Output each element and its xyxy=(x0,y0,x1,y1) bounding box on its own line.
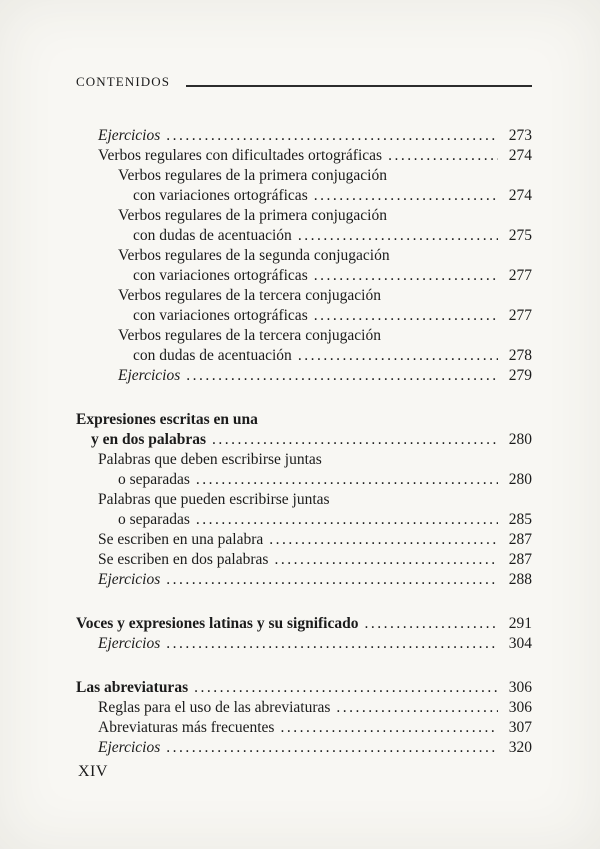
entry-page-number: 307 xyxy=(508,719,532,736)
entry-title: Ejercicios xyxy=(98,127,161,144)
toc-line xyxy=(118,206,532,226)
entry-title: o separadas xyxy=(118,511,190,528)
dot-leader xyxy=(314,186,498,206)
toc-entry xyxy=(118,246,532,286)
entry-title: Voces y expresiones latinas y su significado xyxy=(76,615,359,632)
dot-leader xyxy=(166,126,498,146)
toc-line xyxy=(98,490,532,510)
entry-page-number: 280 xyxy=(508,431,532,448)
entry-title: Ejercicios xyxy=(98,739,161,756)
toc-line xyxy=(118,346,532,366)
toc-line xyxy=(98,718,532,738)
entry-page-number: 285 xyxy=(508,511,532,528)
toc-entry xyxy=(98,450,532,490)
dot-leader xyxy=(166,570,498,590)
entry-page-number: 287 xyxy=(508,531,532,548)
entry-page-number: 306 xyxy=(508,679,532,696)
toc-entry xyxy=(98,126,532,146)
entry-title: Verbos regulares de la primera conjugación xyxy=(118,207,387,224)
toc-line xyxy=(76,430,532,450)
dot-leader xyxy=(212,430,498,450)
toc-entry xyxy=(76,678,532,698)
entry-page-number: 274 xyxy=(508,187,532,204)
entry-title: con dudas de acentuación xyxy=(133,227,292,244)
toc-entry xyxy=(98,634,532,654)
toc-entry xyxy=(98,698,532,718)
page-footer xyxy=(78,763,108,781)
entry-title: con dudas de acentuación xyxy=(133,347,292,364)
folio-page-number: XIV xyxy=(78,763,108,780)
entry-page-number: 279 xyxy=(508,367,532,384)
toc-line xyxy=(76,678,532,698)
entry-title: Verbos regulares con dificultades ortográficas xyxy=(98,147,383,164)
toc-line xyxy=(98,510,532,530)
entry-title: Ejercicios xyxy=(118,367,181,384)
entry-page-number: 275 xyxy=(508,227,532,244)
entry-title: Expresiones escritas en una xyxy=(76,411,258,428)
toc-entry xyxy=(76,410,532,450)
dot-leader xyxy=(196,510,498,530)
toc-line xyxy=(98,634,532,654)
entry-page-number: 287 xyxy=(508,551,532,568)
toc-line xyxy=(118,226,532,246)
dot-leader xyxy=(298,226,498,246)
entry-title: Ejercicios xyxy=(98,635,161,652)
toc-line xyxy=(118,326,532,346)
toc-block xyxy=(76,410,532,590)
toc-entry xyxy=(118,366,532,386)
entry-title: Palabras que deben escribirse juntas xyxy=(98,451,322,468)
dot-leader xyxy=(364,614,498,634)
entry-page-number: 291 xyxy=(508,615,532,632)
toc-entry xyxy=(98,738,532,758)
entry-title: Se escriben en dos palabras xyxy=(98,551,269,568)
toc-line xyxy=(98,126,532,146)
toc-line xyxy=(118,166,532,186)
dot-leader xyxy=(269,530,498,550)
toc-line xyxy=(98,530,532,550)
entry-title: con variaciones ortográficas xyxy=(133,267,308,284)
entry-page-number: 304 xyxy=(508,635,532,652)
dot-leader xyxy=(388,146,498,166)
toc-line xyxy=(98,738,532,758)
toc-block xyxy=(76,614,532,654)
entry-title: con variaciones ortográficas xyxy=(133,187,308,204)
entry-page-number: 288 xyxy=(508,571,532,588)
toc-line xyxy=(98,450,532,470)
dot-leader xyxy=(314,306,498,326)
dot-leader xyxy=(166,738,498,758)
entry-page-number: 277 xyxy=(508,267,532,284)
entry-title: Se escriben en una palabra xyxy=(98,531,264,548)
entry-page-number: 273 xyxy=(508,127,532,144)
entry-title: Reglas para el uso de las abreviaturas xyxy=(98,699,331,716)
running-head-title: CONTENIDOS xyxy=(76,74,171,89)
toc-entry xyxy=(98,490,532,530)
dot-leader xyxy=(280,718,498,738)
entry-title: o separadas xyxy=(118,471,190,488)
toc-entry xyxy=(76,614,532,634)
entry-title: Ejercicios xyxy=(98,571,161,588)
entry-title: y en dos palabras xyxy=(91,431,206,448)
entry-page-number: 280 xyxy=(508,471,532,488)
toc-block xyxy=(76,126,532,386)
toc-entry xyxy=(98,146,532,166)
toc-entry xyxy=(118,206,532,246)
entry-title: Palabras que pueden escribirse juntas xyxy=(98,491,330,508)
entry-title: Verbos regulares de la primera conjugación xyxy=(118,167,387,184)
entry-title: Las abreviaturas xyxy=(76,679,189,696)
header-rule xyxy=(186,85,532,87)
entry-title: Verbos regulares de la segunda conjugación xyxy=(118,247,390,264)
table-of-contents xyxy=(76,126,532,758)
toc-line xyxy=(118,246,532,266)
page-header xyxy=(76,74,532,90)
dot-leader xyxy=(274,550,498,570)
dot-leader xyxy=(314,266,498,286)
toc-line xyxy=(118,266,532,286)
entry-title: Verbos regulares de la tercera conjugación xyxy=(118,327,381,344)
toc-line xyxy=(118,186,532,206)
toc-entry xyxy=(118,166,532,206)
toc-line xyxy=(118,286,532,306)
dot-leader xyxy=(298,346,498,366)
toc-entry xyxy=(98,530,532,550)
toc-block xyxy=(76,678,532,758)
entry-page-number: 277 xyxy=(508,307,532,324)
toc-line xyxy=(98,550,532,570)
toc-line xyxy=(98,146,532,166)
toc-entry xyxy=(118,286,532,326)
entry-page-number: 306 xyxy=(508,699,532,716)
toc-entry xyxy=(98,570,532,590)
entry-title: Abreviaturas más frecuentes xyxy=(98,719,275,736)
dot-leader xyxy=(336,698,498,718)
dot-leader xyxy=(166,634,498,654)
toc-entry xyxy=(118,326,532,366)
entry-page-number: 320 xyxy=(508,739,532,756)
dot-leader xyxy=(196,470,498,490)
toc-line xyxy=(98,698,532,718)
toc-line xyxy=(118,366,532,386)
toc-line xyxy=(98,570,532,590)
dot-leader xyxy=(194,678,498,698)
toc-entry xyxy=(98,718,532,738)
entry-page-number: 274 xyxy=(508,147,532,164)
toc-line xyxy=(76,410,532,430)
toc-line xyxy=(98,470,532,490)
toc-line xyxy=(76,614,532,634)
toc-line xyxy=(118,306,532,326)
entry-title: con variaciones ortográficas xyxy=(133,307,308,324)
toc-entry xyxy=(98,550,532,570)
dot-leader xyxy=(186,366,498,386)
entry-page-number: 278 xyxy=(508,347,532,364)
entry-title: Verbos regulares de la tercera conjugación xyxy=(118,287,381,304)
